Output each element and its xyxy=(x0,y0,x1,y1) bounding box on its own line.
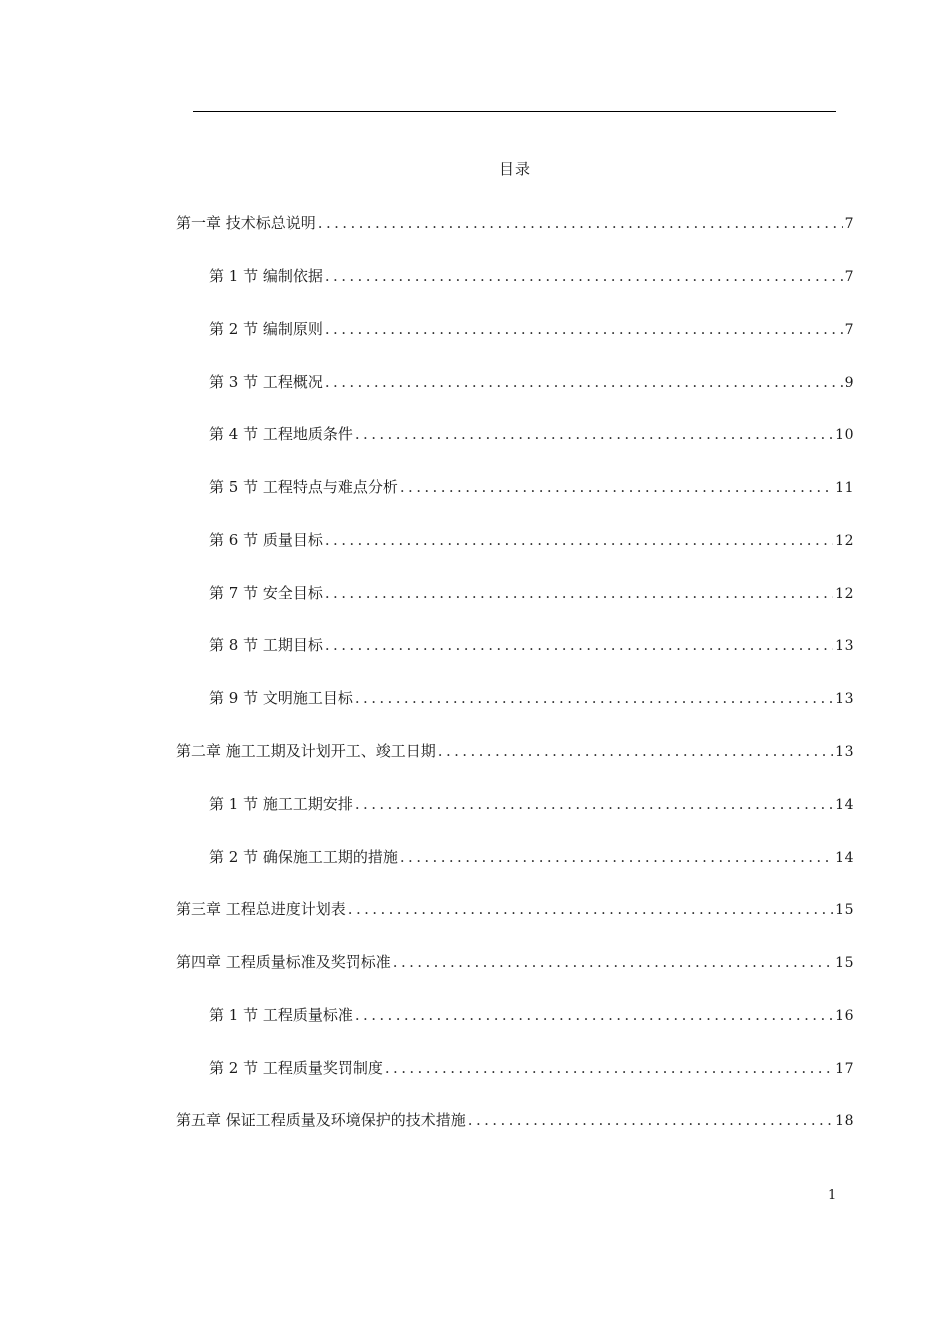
toc-entry-page: 10 xyxy=(835,427,854,443)
toc-title: 目录 xyxy=(498,160,531,178)
toc-entry-page: 11 xyxy=(835,480,854,496)
toc-entry-page: 15 xyxy=(835,902,854,918)
toc-entry-page: 9 xyxy=(844,375,854,391)
toc-entry-page: 15 xyxy=(835,955,854,971)
toc-entry-page: 13 xyxy=(835,744,854,760)
toc-entry-page: 7 xyxy=(844,322,854,338)
toc-entry-label: 第 8 节 工期目标 xyxy=(209,636,323,654)
toc-entry-label: 第 1 节 工程质量标准 xyxy=(209,1006,353,1024)
toc-entry-label: 第 5 节 工程特点与难点分析 xyxy=(209,478,398,496)
toc-section-1-1[interactable] xyxy=(209,265,854,287)
toc-entry-label: 第 1 节 施工工期安排 xyxy=(209,795,353,813)
toc-entry-page: 13 xyxy=(835,691,854,707)
toc-chapter-2[interactable] xyxy=(176,740,854,762)
toc-entry-label: 第 2 节 编制原则 xyxy=(209,320,323,338)
toc-chapter-5[interactable] xyxy=(176,1109,854,1131)
toc-section-1-3[interactable] xyxy=(209,371,854,393)
toc-entry-page: 16 xyxy=(835,1008,854,1024)
toc-chapter-4[interactable] xyxy=(176,951,854,973)
header-rule xyxy=(193,111,836,112)
toc-entry-page: 18 xyxy=(835,1113,854,1129)
toc-leader-dots xyxy=(400,478,833,496)
toc-leader-dots xyxy=(355,689,833,707)
toc-leader-dots xyxy=(325,636,833,654)
toc-chapter-1[interactable] xyxy=(176,212,854,234)
toc-chapter-3[interactable] xyxy=(176,898,854,920)
toc-entry-label: 第 3 节 工程概况 xyxy=(209,373,323,391)
toc-leader-dots xyxy=(325,584,833,602)
toc-entry-page: 7 xyxy=(844,216,854,232)
toc-entry-page: 17 xyxy=(835,1061,854,1077)
toc-entry-label: 第五章 保证工程质量及环境保护的技术措施 xyxy=(176,1111,466,1129)
toc-leader-dots xyxy=(325,531,833,549)
toc-entry-label: 第二章 施工工期及计划开工、竣工日期 xyxy=(176,742,436,760)
toc-section-1-7[interactable] xyxy=(209,582,854,604)
toc-section-1-2[interactable] xyxy=(209,318,854,340)
toc-leader-dots xyxy=(438,742,833,760)
page-number: 1 xyxy=(828,1188,837,1203)
toc-leader-dots xyxy=(393,953,833,971)
toc-section-4-1[interactable] xyxy=(209,1004,854,1026)
toc-entry-label: 第 2 节 工程质量奖罚制度 xyxy=(209,1059,383,1077)
toc-entry-label: 第 1 节 编制依据 xyxy=(209,267,323,285)
toc-leader-dots xyxy=(325,267,843,285)
toc-entry-label: 第 2 节 确保施工工期的措施 xyxy=(209,848,398,866)
toc-entry-label: 第一章 技术标总说明 xyxy=(176,214,316,232)
toc-section-4-2[interactable] xyxy=(209,1057,854,1079)
toc-entry-label: 第三章 工程总进度计划表 xyxy=(176,900,346,918)
toc-leader-dots xyxy=(355,795,833,813)
toc-entry-label: 第四章 工程质量标准及奖罚标准 xyxy=(176,953,391,971)
toc-leader-dots xyxy=(325,373,843,391)
toc-section-1-4[interactable] xyxy=(209,423,854,445)
toc-leader-dots xyxy=(385,1059,833,1077)
toc-entry-label: 第 9 节 文明施工目标 xyxy=(209,689,353,707)
toc-entry-page: 14 xyxy=(835,797,854,813)
toc-section-1-8[interactable] xyxy=(209,634,854,656)
toc-leader-dots xyxy=(355,1006,833,1024)
toc-leader-dots xyxy=(355,425,833,443)
toc-section-2-2[interactable] xyxy=(209,846,854,868)
toc-leader-dots xyxy=(348,900,833,918)
toc-section-1-6[interactable] xyxy=(209,529,854,551)
toc-section-1-9[interactable] xyxy=(209,687,854,709)
toc-entry-page: 12 xyxy=(835,586,854,602)
toc-leader-dots xyxy=(400,848,833,866)
toc-leader-dots xyxy=(468,1111,833,1129)
toc-entry-label: 第 4 节 工程地质条件 xyxy=(209,425,353,443)
toc-section-2-1[interactable] xyxy=(209,793,854,815)
toc-entry-label: 第 6 节 质量目标 xyxy=(209,531,323,549)
toc-entry-label: 第 7 节 安全目标 xyxy=(209,584,323,602)
toc-entry-page: 13 xyxy=(835,638,854,654)
toc-leader-dots xyxy=(318,214,843,232)
toc-entry-page: 7 xyxy=(844,269,854,285)
toc-leader-dots xyxy=(325,320,843,338)
toc-section-1-5[interactable] xyxy=(209,476,854,498)
toc-entry-page: 14 xyxy=(835,850,854,866)
toc-entry-page: 12 xyxy=(835,533,854,549)
